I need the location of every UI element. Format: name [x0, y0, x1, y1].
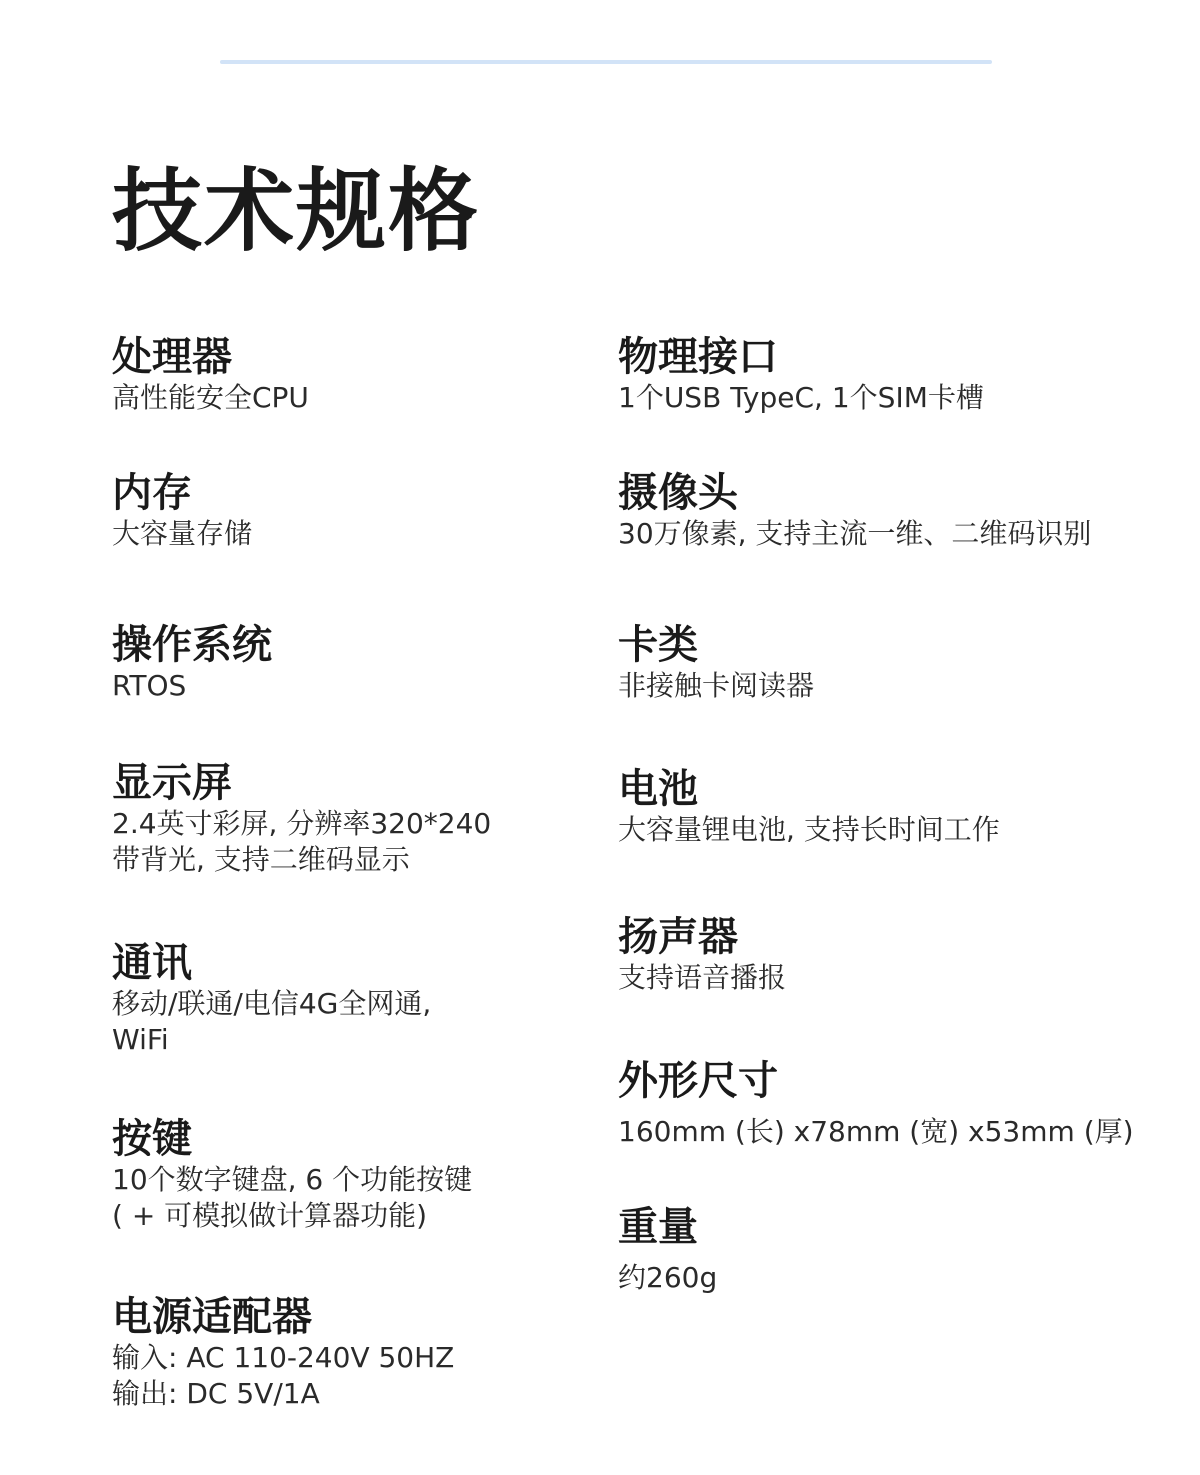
- spec-value: [112, 516, 672, 552]
- spec-value: [112, 1162, 672, 1234]
- spec-value: [618, 1114, 1178, 1150]
- spec-keys: [112, 1116, 672, 1234]
- spec-value-line: 2.4英寸彩屏, 分辨率320*240: [112, 807, 492, 840]
- spec-label: 电池: [618, 766, 698, 812]
- spec-memory: [112, 470, 672, 552]
- spec-label: 扬声器: [618, 914, 738, 960]
- spec-battery: [618, 766, 1178, 848]
- spec-communication: [112, 940, 672, 1058]
- spec-power-adapter: [112, 1294, 672, 1412]
- spec-value-line: 带背光, 支持二维码显示: [112, 843, 410, 876]
- spec-value: [618, 1260, 1178, 1296]
- spec-value-line: 大容量存储: [112, 517, 253, 550]
- spec-value-line: 10个数字键盘, 6 个功能按键: [112, 1163, 473, 1196]
- spec-label: 处理器: [112, 334, 232, 380]
- spec-value-line: 约260g: [618, 1261, 718, 1294]
- spec-value: [618, 960, 1178, 996]
- spec-label: 内存: [112, 470, 192, 516]
- spec-value: [112, 380, 672, 416]
- spec-value-line: 30万像素, 支持主流一维、二维码识别: [618, 517, 1092, 550]
- spec-speaker: [618, 914, 1178, 996]
- spec-value-line: 160mm (长) x78mm (宽) x53mm (厚): [618, 1115, 1134, 1148]
- spec-value-line: ( + 可模拟做计算器功能): [112, 1199, 428, 1232]
- spec-weight: [618, 1204, 1178, 1296]
- spec-value: [618, 668, 1178, 704]
- spec-value-line: 移动/联通/电信4G全网通,: [112, 987, 432, 1020]
- spec-label: 外形尺寸: [618, 1058, 778, 1104]
- spec-label: 摄像头: [618, 470, 738, 516]
- spec-value-line: 大容量锂电池, 支持长时间工作: [618, 813, 1000, 846]
- spec-value: [618, 380, 1178, 416]
- spec-card-type: [618, 622, 1178, 704]
- spec-value-line: RTOS: [112, 669, 187, 702]
- spec-label: 电源适配器: [112, 1294, 312, 1340]
- spec-label: 重量: [618, 1204, 698, 1250]
- spec-value: [112, 986, 672, 1058]
- spec-label: 物理接口: [618, 334, 778, 380]
- spec-label: 卡类: [618, 622, 698, 668]
- spec-physical-interface: [618, 334, 1178, 416]
- spec-value-line: 1个USB TypeC, 1个SIM卡槽: [618, 381, 984, 414]
- spec-dimensions: [618, 1058, 1178, 1150]
- top-divider: [220, 60, 992, 64]
- spec-os: [112, 622, 672, 704]
- spec-value-line: 支持语音播报: [618, 961, 787, 994]
- spec-value: [112, 806, 672, 878]
- spec-label: 操作系统: [112, 622, 272, 668]
- spec-value: [112, 668, 672, 704]
- spec-label: 显示屏: [112, 760, 232, 806]
- spec-value: [618, 812, 1178, 848]
- spec-label: 通讯: [112, 940, 192, 986]
- page-title: 技术规格: [112, 159, 480, 264]
- spec-value-line: WiFi: [112, 1023, 169, 1056]
- spec-value-line: 输入: AC 110-240V 50HZ: [112, 1341, 455, 1374]
- spec-processor: [112, 334, 672, 416]
- spec-value: [112, 1340, 672, 1412]
- spec-display: [112, 760, 672, 878]
- spec-value: [618, 516, 1178, 552]
- spec-value-line: 高性能安全CPU: [112, 381, 309, 414]
- spec-label: 按键: [112, 1116, 192, 1162]
- spec-value-line: 非接触卡阅读器: [618, 669, 815, 702]
- spec-value-line: 输出: DC 5V/1A: [112, 1377, 320, 1410]
- spec-camera: [618, 470, 1178, 552]
